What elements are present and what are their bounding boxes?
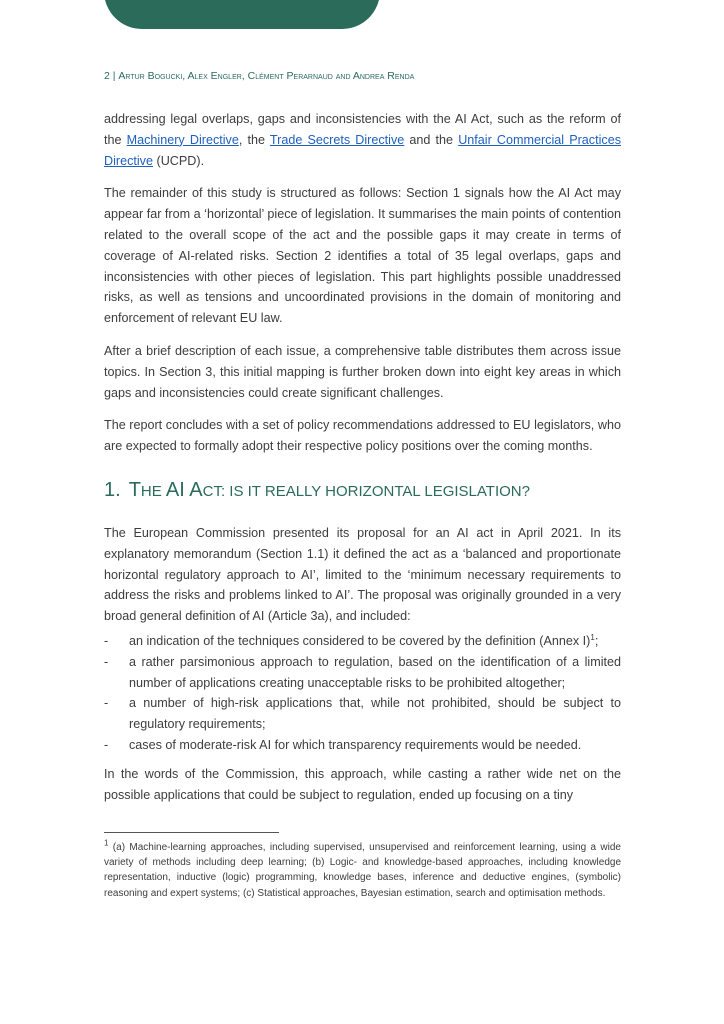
section-number: 1. xyxy=(104,478,121,501)
header-separator: | xyxy=(112,70,116,82)
page-number: 2 xyxy=(104,70,110,82)
footnote-text: (a) Machine-learning approaches, including supervised, unsupervised and reinforcement learning, using a wide variety of methods including deep learning; (b) Logic- and knowledge-based approaches, including knowledge representation, inductive (logic) programming, knowledge bases, inference and deductive engines, (symbolic) reasoning and expert systems; (c) Statistical approaches, Bayesian estimation, search and optimisation methods. xyxy=(104,842,621,899)
intro-paragraph-2: The remainder of this study is structured as follows: Section 1 signals how the AI Act may appear far from a ‘horizontal’ piece of legislation. It summarises the main points of contention related to the overall scope of the act and the possible gaps it may create in terms of coverage of AI-related risks. Section 2 identifies a total of 35 legal overlaps, gaps and inconsistencies with other pieces of legislation. This part highlights possible unaddressed risks, as well as tensions and uncoordinated provisions in the domain of monitoring and enforcement of relevant EU law. xyxy=(104,186,621,326)
header-authors: Artur Bogucki, Alex Engler, Clément Perarnaud and Andrea Renda xyxy=(118,70,415,82)
footnote-reference[interactable]: 1 xyxy=(590,632,595,642)
section-heading: 1. THE AI ACT: IS IT REALLY HORIZONTAL LEGISLATION? xyxy=(104,478,530,501)
body-text xyxy=(104,109,621,817)
footnote xyxy=(104,840,621,901)
section1-paragraph-1: The European Commission presented its proposal for an AI act in April 2021. In its explanatory memorandum (Section 1.1) it defined the act as a ‘balanced and proportionate horizontal regulatory approach to AI’, limited to the ‘minimum necessary requirements to address the risks and problems linked to AI’. The proposal was originally grounded in a very broad general definition of AI (Article 3a), and included: xyxy=(104,525,621,624)
section1-paragraph-2: In the words of the Commission, this approach, while casting a rather wide net on the possible applications that could be subject to regulation, ended up focusing on a tiny xyxy=(104,766,621,802)
header-tab-decoration xyxy=(104,0,380,29)
list-item: - a rather parsimonious approach to regulation, based on the identification of a limited number of applications creating unacceptable risks to be prohibited altogether; xyxy=(104,654,621,690)
list-item: - an indication of the techniques considered to be covered by the definition (Annex I)$^1$; xyxy=(104,632,599,648)
link-machinery-directive[interactable]: Machinery Directive xyxy=(126,132,239,147)
intro-paragraph-4: The report concludes with a set of policy recommendations addressed to EU legislators, who are expected to formally adopt their respective policy positions over the coming months. xyxy=(104,418,621,454)
running-header xyxy=(104,70,624,82)
footnote-divider xyxy=(104,832,279,833)
bullet-list xyxy=(104,631,621,756)
link-trade-secrets-directive[interactable]: Trade Secrets Directive xyxy=(269,132,405,147)
link-unfair-commercial-practices-directive[interactable]: Unfair Commercial Practices Directive xyxy=(104,132,622,168)
intro-paragraph-1: addressing legal overlaps, gaps and inconsistencies with the AI Act, such as the reform of the Machinery Directive, the Trade Secrets Directive and the Unfair Commercial Practices Directive (UCPD). xyxy=(104,112,622,168)
list-item: - cases of moderate-risk AI for which transparency requirements would be needed. xyxy=(104,737,582,752)
footnote-marker: 1 xyxy=(104,838,109,848)
intro-paragraph-3: After a brief description of each issue, a comprehensive table distributes them across issue topics. In Section 3, this initial mapping is further broken down into eight key areas in which gaps and inconsistencies could create significant challenges. xyxy=(104,343,621,400)
list-item: - a number of high-risk applications that, while not prohibited, should be subject to regulatory requirements; xyxy=(104,696,621,732)
